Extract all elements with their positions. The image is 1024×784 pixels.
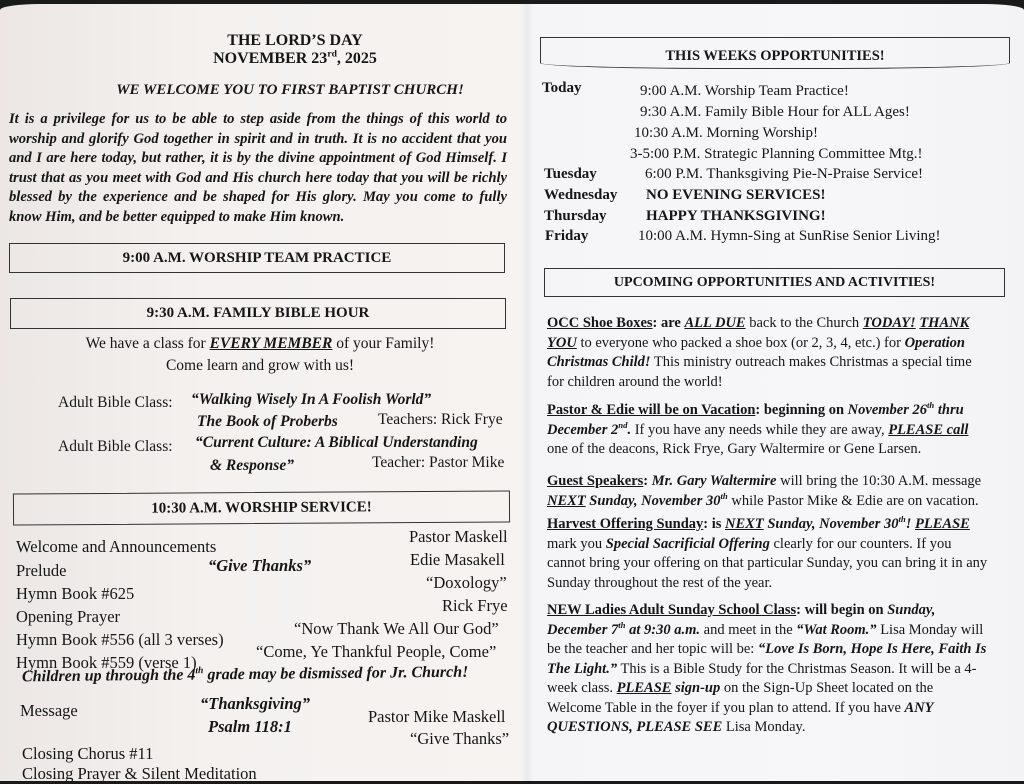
announcement-occ: OCC Shoe Boxes: are ALL DUE back to the Church TODAY! THANK YOU to everyone who packed a shoe box (or 2, 3, 4, etc.) for Operation Christmas Child! This ministry outreach makes Christmas a special time for children around the world! [547,315,972,390]
class-2-teacher: Teacher: Pastor Mike [372,454,505,471]
order-hymn-3-song: “Come, Ye Thankful People, Come” [256,642,497,661]
worship-service-box: 10:30 A.M. WORSHIP SERVICE! [13,490,510,525]
upcoming-box: UPCOMING OPPORTUNITIES AND ACTIVITIES! [544,268,1005,297]
class-2-title: “Current Culture: A Biblical Understanding [195,434,478,451]
order-prelude-song: “Give Thanks” [208,556,312,575]
class-2-label: Adult Bible Class: [58,438,173,455]
message-title: “Thanksgiving” [200,694,311,713]
class-2-subtitle: & Response” [210,457,294,474]
order-closing-prayer: Closing Prayer & Silent Meditation [22,764,257,783]
week-event: 9:30 A.M. Family Bible Hour for ALL Ages! [640,104,910,120]
week-event: 9:00 A.M. Worship Team Practice! [640,83,849,99]
order-prelude: Prelude [16,561,67,580]
week-event: 6:00 P.M. Thanksgiving Pie-N-Praise Service! [645,166,924,182]
order-welcome-by: Pastor Maskell [409,527,508,546]
announcement-ladies-class: NEW Ladies Adult Sunday School Class: will begin on Sunday, December 7th at 9:30 a.m. and meet in the “Wat Room.” Lisa Monday will be the teacher and her topic will be: “Love Is Born, Hope Is Here, Faith Is The Light.” This is a Bible Study for the Christmas Season. It will be a 4-week class. PLEASE sign-up on the Sign-Up Sheet located on the Welcome Table in the foyer if you plan to attend. If you have ANY QUESTIONS, PLEASE SEE Lisa Monday. [547,602,987,735]
announcement-harvest: Harvest Offering Sunday: is NEXT Sunday, November 30th! PLEASE mark you Special Sacrificial Offering clearly for our counters. If you cannot bring your offering on that particular Sunday, you can bring it in any Sunday throughout the rest of the year. [547,514,988,591]
week-event: 3-5:00 P.M. Strategic Planning Committee Mtg.! [630,146,923,162]
page-fold [520,4,534,781]
class-1-teacher: Teachers: Rick Frye [378,411,503,428]
week-day-thursday: Thursday [544,208,607,224]
order-hymn-1: Hymn Book #625 [16,584,135,603]
order-hymn-1-song: “Doxology” [426,573,507,592]
message-speaker: Pastor Mike Maskell [368,707,506,726]
week-event: 10:00 A.M. Hymn-Sing at SunRise Senior Living! [638,228,941,244]
bible-hour-line2: Come learn and grow with us! [165,357,355,374]
intro-paragraph: It is a privilege for us to be able to step aside from the things of this world to worship and glorify God together in spirit and in truth. It is no accident that you and I are here today, but rather, it is by the divine appointment of God Himself. I trust that as you meet with God and His church here today that you will be richly blessed by the experience and be shaped for His glory. May you come to fully know Him, and be better equipped to make Him known. [9,111,507,225]
order-prelude-by: Edie Masakell [410,550,505,569]
week-event: 10:30 A.M. Morning Worship! [634,125,818,141]
announcement-guest-speakers: Guest Speakers: Mr. Gary Waltermire will bring the 10:30 A.M. message NEXT Sunday, November 30th while Pastor Mike & Edie are on vacation. [547,473,982,509]
order-message: Message [20,701,78,720]
bulletin-header [140,32,450,68]
children-dismissal-note: Children up through the 4th grade may be dismissed for Jr. Church! [21,663,469,686]
header-date: NOVEMBER 23rd, 2025 [213,48,377,67]
week-day-tuesday: Tuesday [544,166,597,182]
order-closing-chorus: Closing Chorus #11 [22,744,154,763]
bulletin-page [0,4,1024,781]
week-day-wednesday: Wednesday [544,187,618,203]
order-hymn-2-song: “Now Thank We All Our God” [294,619,499,638]
order-hymn-3: Hymn Book #559 (verse 1) [16,653,197,672]
closing-chorus-song: “Give Thanks” [410,729,510,748]
week-event: HAPPY THANKSGIVING! [646,208,826,224]
class-1-title: “Walking Wisely In A Foolish World” [191,391,432,408]
order-welcome: Welcome and Announcements [16,537,217,556]
order-prayer-by: Rick Frye [442,596,508,615]
this-week-box: THIS WEEKS OPPORTUNITIES! [540,37,1010,69]
header-title: THE LORD’S DAY [227,32,363,49]
order-opening-prayer: Opening Prayer [16,607,121,626]
order-hymn-2: Hymn Book #556 (all 3 verses) [16,630,224,649]
worship-team-box: 9:00 A.M. WORSHIP TEAM PRACTICE [9,243,505,273]
bible-hour-box: 9:30 A.M. FAMILY BIBLE HOUR [10,298,506,329]
week-event: NO EVENING SERVICES! [646,187,826,203]
announcement-vacation: Pastor & Edie will be on Vacation: beginning on November 26th thru December 2nd. If you have any needs while they are away, PLEASE call one of the deacons, Rick Frye, Gary Waltermire or Gene Larsen. [547,400,969,457]
bible-hour-line1: We have a class for EVERY MEMBER of your Family! [85,335,435,352]
week-day-friday: Friday [545,228,589,244]
message-scripture: Psalm 118:1 [208,717,292,736]
class-1-subtitle: The Book of Proberbs [197,413,338,430]
class-1-label: Adult Bible Class: [58,394,173,411]
week-day-today: Today [542,80,582,96]
welcome-heading: WE WELCOME YOU TO FIRST BAPTIST CHURCH! [116,82,464,98]
